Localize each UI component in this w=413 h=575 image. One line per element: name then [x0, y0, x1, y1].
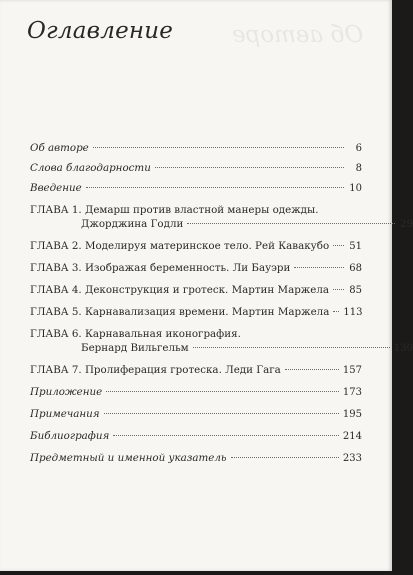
- toc-entry-page: 68: [349, 263, 362, 274]
- dot-leader: [231, 457, 339, 458]
- toc-entry-label: ГЛАВА 7. Пролиферация гротеска. Леди Гага: [30, 364, 281, 376]
- toc-entry-chapter-3: [30, 261, 362, 276]
- toc-entry-chapter-1: [30, 203, 413, 232]
- dot-leader: [285, 369, 339, 370]
- toc-entry-bibliography: [30, 429, 362, 444]
- toc-entry-chapter-4: [30, 283, 362, 298]
- toc-entry-label: Примечания: [30, 408, 100, 420]
- toc-entry-chapter-5: [30, 305, 362, 320]
- bleed-through-text: Об авторе: [232, 22, 364, 48]
- toc-entry-about-author: [30, 141, 362, 156]
- toc-entry-label: Введение: [30, 182, 82, 194]
- dot-leader: [333, 245, 344, 246]
- toc-entry-label: ГЛАВА 6. Карнавальная иконография.: [30, 328, 241, 340]
- toc-entry-acknowledgements: [30, 161, 362, 176]
- toc-entry-label: ГЛАВА 3. Изображая беременность. Ли Бауэри: [30, 262, 291, 274]
- toc-entry-index: [30, 451, 362, 466]
- toc-entry-page: 6: [355, 143, 362, 154]
- toc-entry-page: 157: [342, 365, 362, 376]
- toc-entry-label: Предметный и именной указатель: [30, 452, 227, 464]
- toc-entry-label: ГЛАВА 1. Демарш против властной манеры одежды.: [30, 204, 319, 216]
- dot-leader: [333, 311, 339, 312]
- toc-entry-label: Приложение: [30, 386, 103, 398]
- toc-entry-label: Слова благодарности: [30, 162, 151, 174]
- toc-entry-label: Библиография: [30, 430, 110, 442]
- toc-entry-page: 233: [342, 453, 362, 464]
- dot-leader: [187, 223, 395, 224]
- dot-leader: [104, 413, 339, 414]
- dot-leader: [106, 391, 339, 392]
- dot-leader: [294, 267, 344, 268]
- toc-entry-page: 51: [349, 241, 362, 252]
- toc-entry-chapter-2: [30, 239, 362, 254]
- page-title: Оглавление: [27, 18, 174, 44]
- dot-leader: [333, 289, 344, 290]
- toc-entry-page: 214: [342, 431, 362, 442]
- toc-entry-continuation: Джорджина Годли: [81, 218, 184, 230]
- toc-entry-page: 195: [342, 409, 362, 420]
- toc-entry-label: ГЛАВА 2. Моделируя материнское тело. Рей Кавакубо: [30, 240, 330, 252]
- toc-entry-label: ГЛАВА 5. Карнавализация времени. Мартин Маржела: [30, 306, 330, 318]
- toc-entry-introduction: [30, 181, 362, 196]
- toc-entry-page: 85: [349, 285, 362, 296]
- toc-entry-page: 113: [343, 307, 363, 318]
- toc-entry-page: 10: [349, 183, 362, 194]
- dot-leader: [155, 167, 344, 168]
- toc-entry-page: 130: [393, 343, 413, 354]
- dot-leader: [86, 187, 344, 188]
- toc-entry-chapter-7: [30, 363, 362, 378]
- dot-leader: [113, 435, 339, 436]
- dot-leader: [93, 147, 344, 148]
- toc-entry-appendix: [30, 385, 362, 400]
- toc-entry-page: 173: [342, 387, 362, 398]
- toc-entry-page: 8: [355, 163, 362, 174]
- toc-entry-page: 29: [400, 219, 413, 230]
- table-of-contents: [30, 141, 413, 466]
- toc-entry-chapter-6: [30, 327, 413, 356]
- toc-entry-label: ГЛАВА 4. Деконструкция и гротеск. Мартин Маржела: [30, 284, 330, 296]
- toc-entry-notes: [30, 407, 362, 422]
- toc-entry-continuation: Бернард Вильгельм: [81, 342, 189, 354]
- toc-entry-label: Об авторе: [30, 142, 89, 154]
- dot-leader: [193, 347, 390, 348]
